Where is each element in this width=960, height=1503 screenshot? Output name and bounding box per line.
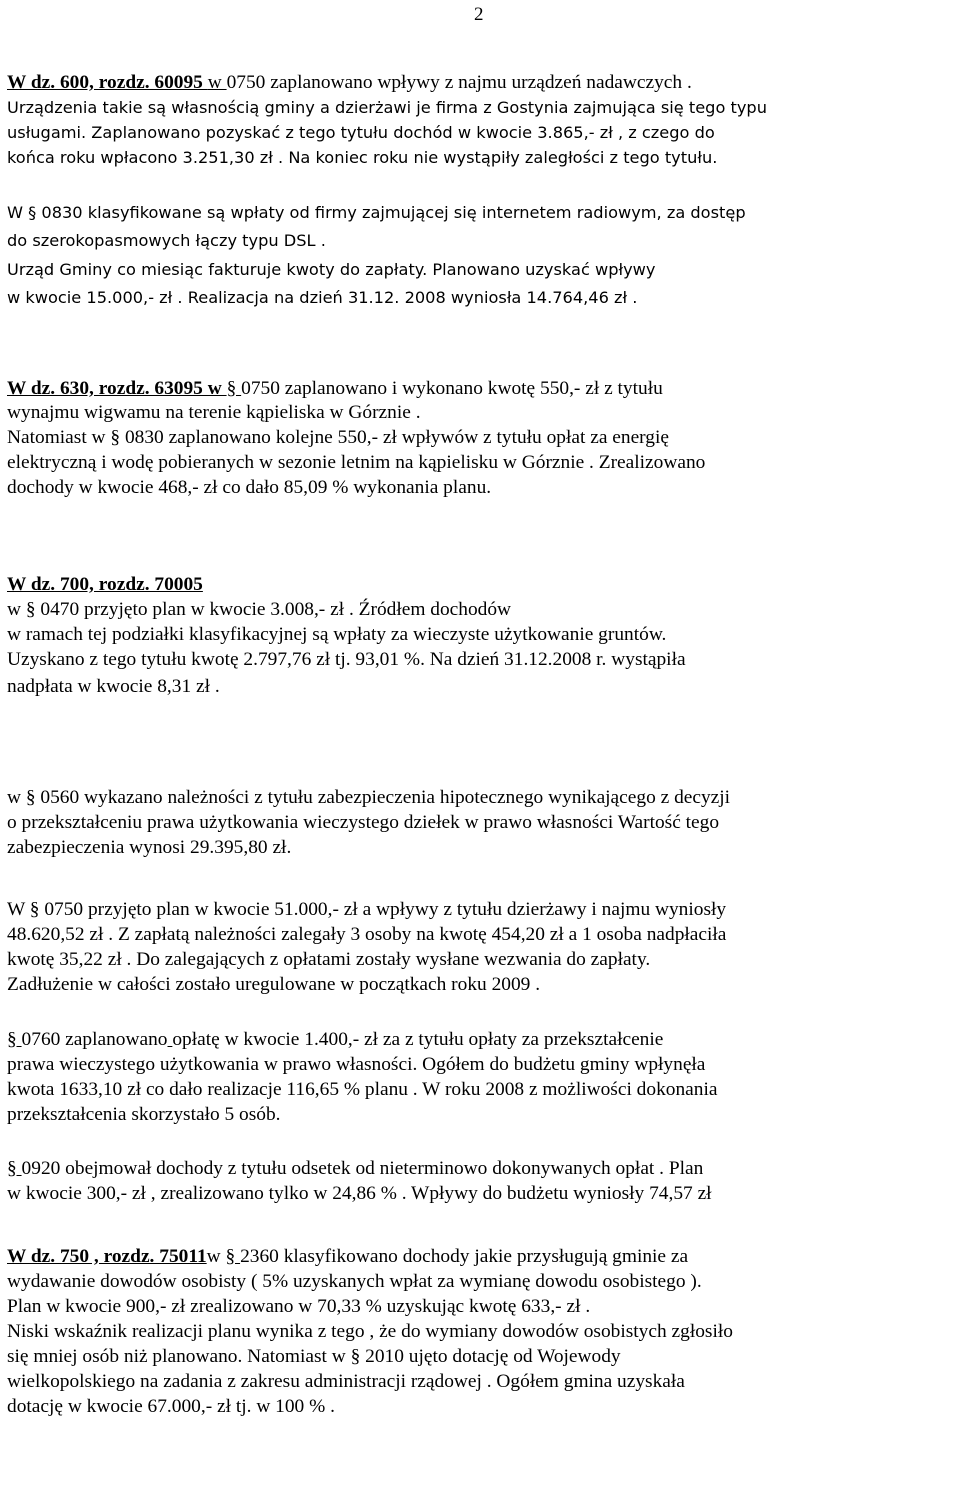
text-line xyxy=(7,258,656,282)
text-line xyxy=(7,923,726,947)
page-number: 2 xyxy=(474,4,484,25)
text-line xyxy=(7,573,203,597)
text-line xyxy=(7,1157,703,1181)
text-line xyxy=(7,71,692,95)
text-run: opłatę w kwocie 1.400,- zł za z tytułu opłaty za przekształcenie xyxy=(172,1029,664,1050)
text-line xyxy=(7,1028,663,1052)
text-run: w xyxy=(207,72,227,93)
text-line xyxy=(7,1295,590,1319)
section-heading: W dz. 750 , rozdz. 75011 xyxy=(7,1246,207,1267)
text-line xyxy=(7,476,491,500)
text-line xyxy=(7,811,719,835)
text-line xyxy=(7,401,421,425)
text-line xyxy=(7,1103,281,1127)
text-line xyxy=(7,1182,712,1206)
text-run: 0760 zaplanowano xyxy=(21,1029,168,1050)
text-run: elektryczną i wodę pobieranych w sezonie letnim na kąpielisku w Górznie . Zrealizowano xyxy=(7,452,706,473)
text-run: w § 0560 wykazano należności z tytułu zabezpieczenia hipotecznego wynikającego z decyzji xyxy=(7,787,731,808)
text-run: § xyxy=(226,378,242,399)
text-line xyxy=(7,201,746,225)
text-run: W § 0750 przyjęto plan w kwocie 51.000,- zł a wpływy z tytułu dzierżawy i najmu wyniosły xyxy=(7,899,727,920)
text-run: § xyxy=(225,1246,241,1267)
text-run: się mniej osób niż planowano. Natomiast w § 2010 ujęto dotację od Wojewody xyxy=(7,1346,621,1367)
text-run: dotację w kwocie 67.000,- zł tj. w 100 % . xyxy=(7,1396,335,1417)
text-line xyxy=(7,1270,702,1294)
section-heading: W dz. 600, rozdz. 60095 xyxy=(7,72,208,93)
text-line xyxy=(7,623,666,647)
text-line xyxy=(7,426,669,450)
text-line xyxy=(7,948,650,972)
text-run: Plan w kwocie 900,- zł zrealizowano w 70,33 % uzyskując kwotę 633,- zł . xyxy=(7,1296,591,1317)
text-run: 0920 obejmował dochody z tytułu odsetek od nieterminowo dokonywanych opłat . Plan xyxy=(21,1158,704,1179)
text-run: w ramach tej podziałki klasyfikacyjnej są wpłaty za wieczyste użytkowanie gruntów. xyxy=(7,624,667,645)
text-line xyxy=(7,1053,705,1077)
text-run: końca roku wpłacono 3.251,30 zł . Na koniec roku nie wystąpiły zaległości z tego tytułu. xyxy=(7,148,718,167)
text-run: w xyxy=(206,1246,226,1267)
text-line xyxy=(7,598,511,622)
text-run: Natomiast w § 0830 zaplanowano kolejne 550,- zł wpływów z tytułu opłat za energię xyxy=(7,427,669,448)
text-line xyxy=(7,96,767,120)
text-run: usługami. Zaplanowano pozyskać z tego tytułu dochód w kwocie 3.865,- zł , z czego do xyxy=(7,123,715,142)
text-run: do szerokopasmowych łączy typu DSL . xyxy=(7,231,326,250)
text-line xyxy=(7,1345,621,1369)
text-line xyxy=(7,648,686,672)
text-run: Urząd Gminy co miesiąc fakturuje kwoty do zapłaty. Planowano uzyskać wpływy xyxy=(7,260,656,279)
text-line xyxy=(7,121,715,145)
section-heading: W dz. 700, rozdz. 70005 xyxy=(7,574,203,595)
text-run: w kwocie 15.000,- zł . Realizacja na dzień 31.12. 2008 wyniosła 14.764,46 zł . xyxy=(7,288,638,307)
text-line xyxy=(7,898,726,922)
text-run: kwota 1633,10 zł co dało realizacje 116,65 % planu . W roku 2008 z możliwości dokonania xyxy=(7,1079,718,1100)
text-run: wielkopolskiego na zadania z zakresu administracji rządowej . Ogółem gmina uzyskała xyxy=(7,1371,685,1392)
text-run: 0750 zaplanowano wpływy z najmu urządzeń nadawczych . xyxy=(226,72,692,93)
text-run: 2360 klasyfikowano dochody jakie przysługują gminie za xyxy=(240,1246,689,1267)
text-line xyxy=(7,973,540,997)
text-run: 0750 zaplanowano i wykonano kwotę 550,- zł z tytułu xyxy=(241,378,663,399)
text-run: przekształcenia skorzystało 5 osób. xyxy=(7,1104,281,1125)
text-run: w kwocie 300,- zł , zrealizowano tylko w 24,86 % . Wpływy do budżetu wyniosły 74,57 zł xyxy=(7,1183,712,1204)
text-run: nadpłata w kwocie 8,31 zł . xyxy=(7,676,220,697)
text-run: w § 0470 przyjęto plan w kwocie 3.008,- zł . Źródłem dochodów xyxy=(7,599,512,620)
text-line xyxy=(7,836,291,860)
text-run: Uzyskano z tego tytułu kwotę 2.797,76 zł tj. 93,01 %. Na dzień 31.12.2008 r. wystąpiła xyxy=(7,649,686,670)
text-run: Zadłużenie w całości zostało uregulowane w początkach roku 2009 . xyxy=(7,974,541,995)
text-run: dochody w kwocie 468,- zł co dało 85,09 % wykonania planu. xyxy=(7,477,492,498)
text-run: § xyxy=(7,1158,22,1179)
text-run: 48.620,52 zł . Z zapłatą należności zalegały 3 osoby na kwotę 454,20 zł a 1 osoba nadpłaciła xyxy=(7,924,727,945)
text-line xyxy=(7,1245,688,1269)
text-line xyxy=(7,146,717,170)
text-line xyxy=(7,229,326,253)
text-run: Urządzenia takie są własnością gminy a dzierżawi je firma z Gostynia zajmująca się tego typu xyxy=(7,98,767,117)
text-line xyxy=(7,286,637,310)
text-line xyxy=(7,1320,733,1344)
text-line xyxy=(7,786,730,810)
text-line xyxy=(7,1370,685,1394)
text-line xyxy=(7,675,220,699)
text-line xyxy=(7,377,663,401)
text-run: wynajmu wigwamu na terenie kąpieliska w Górznie . xyxy=(7,402,421,423)
text-run: wydawanie dowodów osobisty ( 5% uzyskanych wpłat za wymianę dowodu osobistego ). xyxy=(7,1271,702,1292)
text-run: W § 0830 klasyfikowane są wpłaty od firmy zajmującej się internetem radiowym, za dostęp xyxy=(7,203,746,222)
text-line xyxy=(7,1395,335,1419)
text-run: prawa wieczystego użytkowania w prawo własności. Ogółem do budżetu gminy wpłynęła xyxy=(7,1054,706,1075)
section-heading: W dz. 630, rozdz. 63095 w xyxy=(7,378,227,399)
text-run: o przekształceniu prawa użytkowania wieczystego dziełek w prawo własności Wartość tego xyxy=(7,812,720,833)
text-run: Niski wskaźnik realizacji planu wynika z tego , że do wymiany dowodów osobistych zgłosiło xyxy=(7,1321,733,1342)
text-line xyxy=(7,1078,717,1102)
text-run: kwotę 35,22 zł . Do zalegających z opłatami zostały wysłane wezwania do zapłaty. xyxy=(7,949,651,970)
text-line xyxy=(7,451,705,475)
text-run: § xyxy=(7,1029,22,1050)
text-run: zabezpieczenia wynosi 29.395,80 zł. xyxy=(7,837,292,858)
